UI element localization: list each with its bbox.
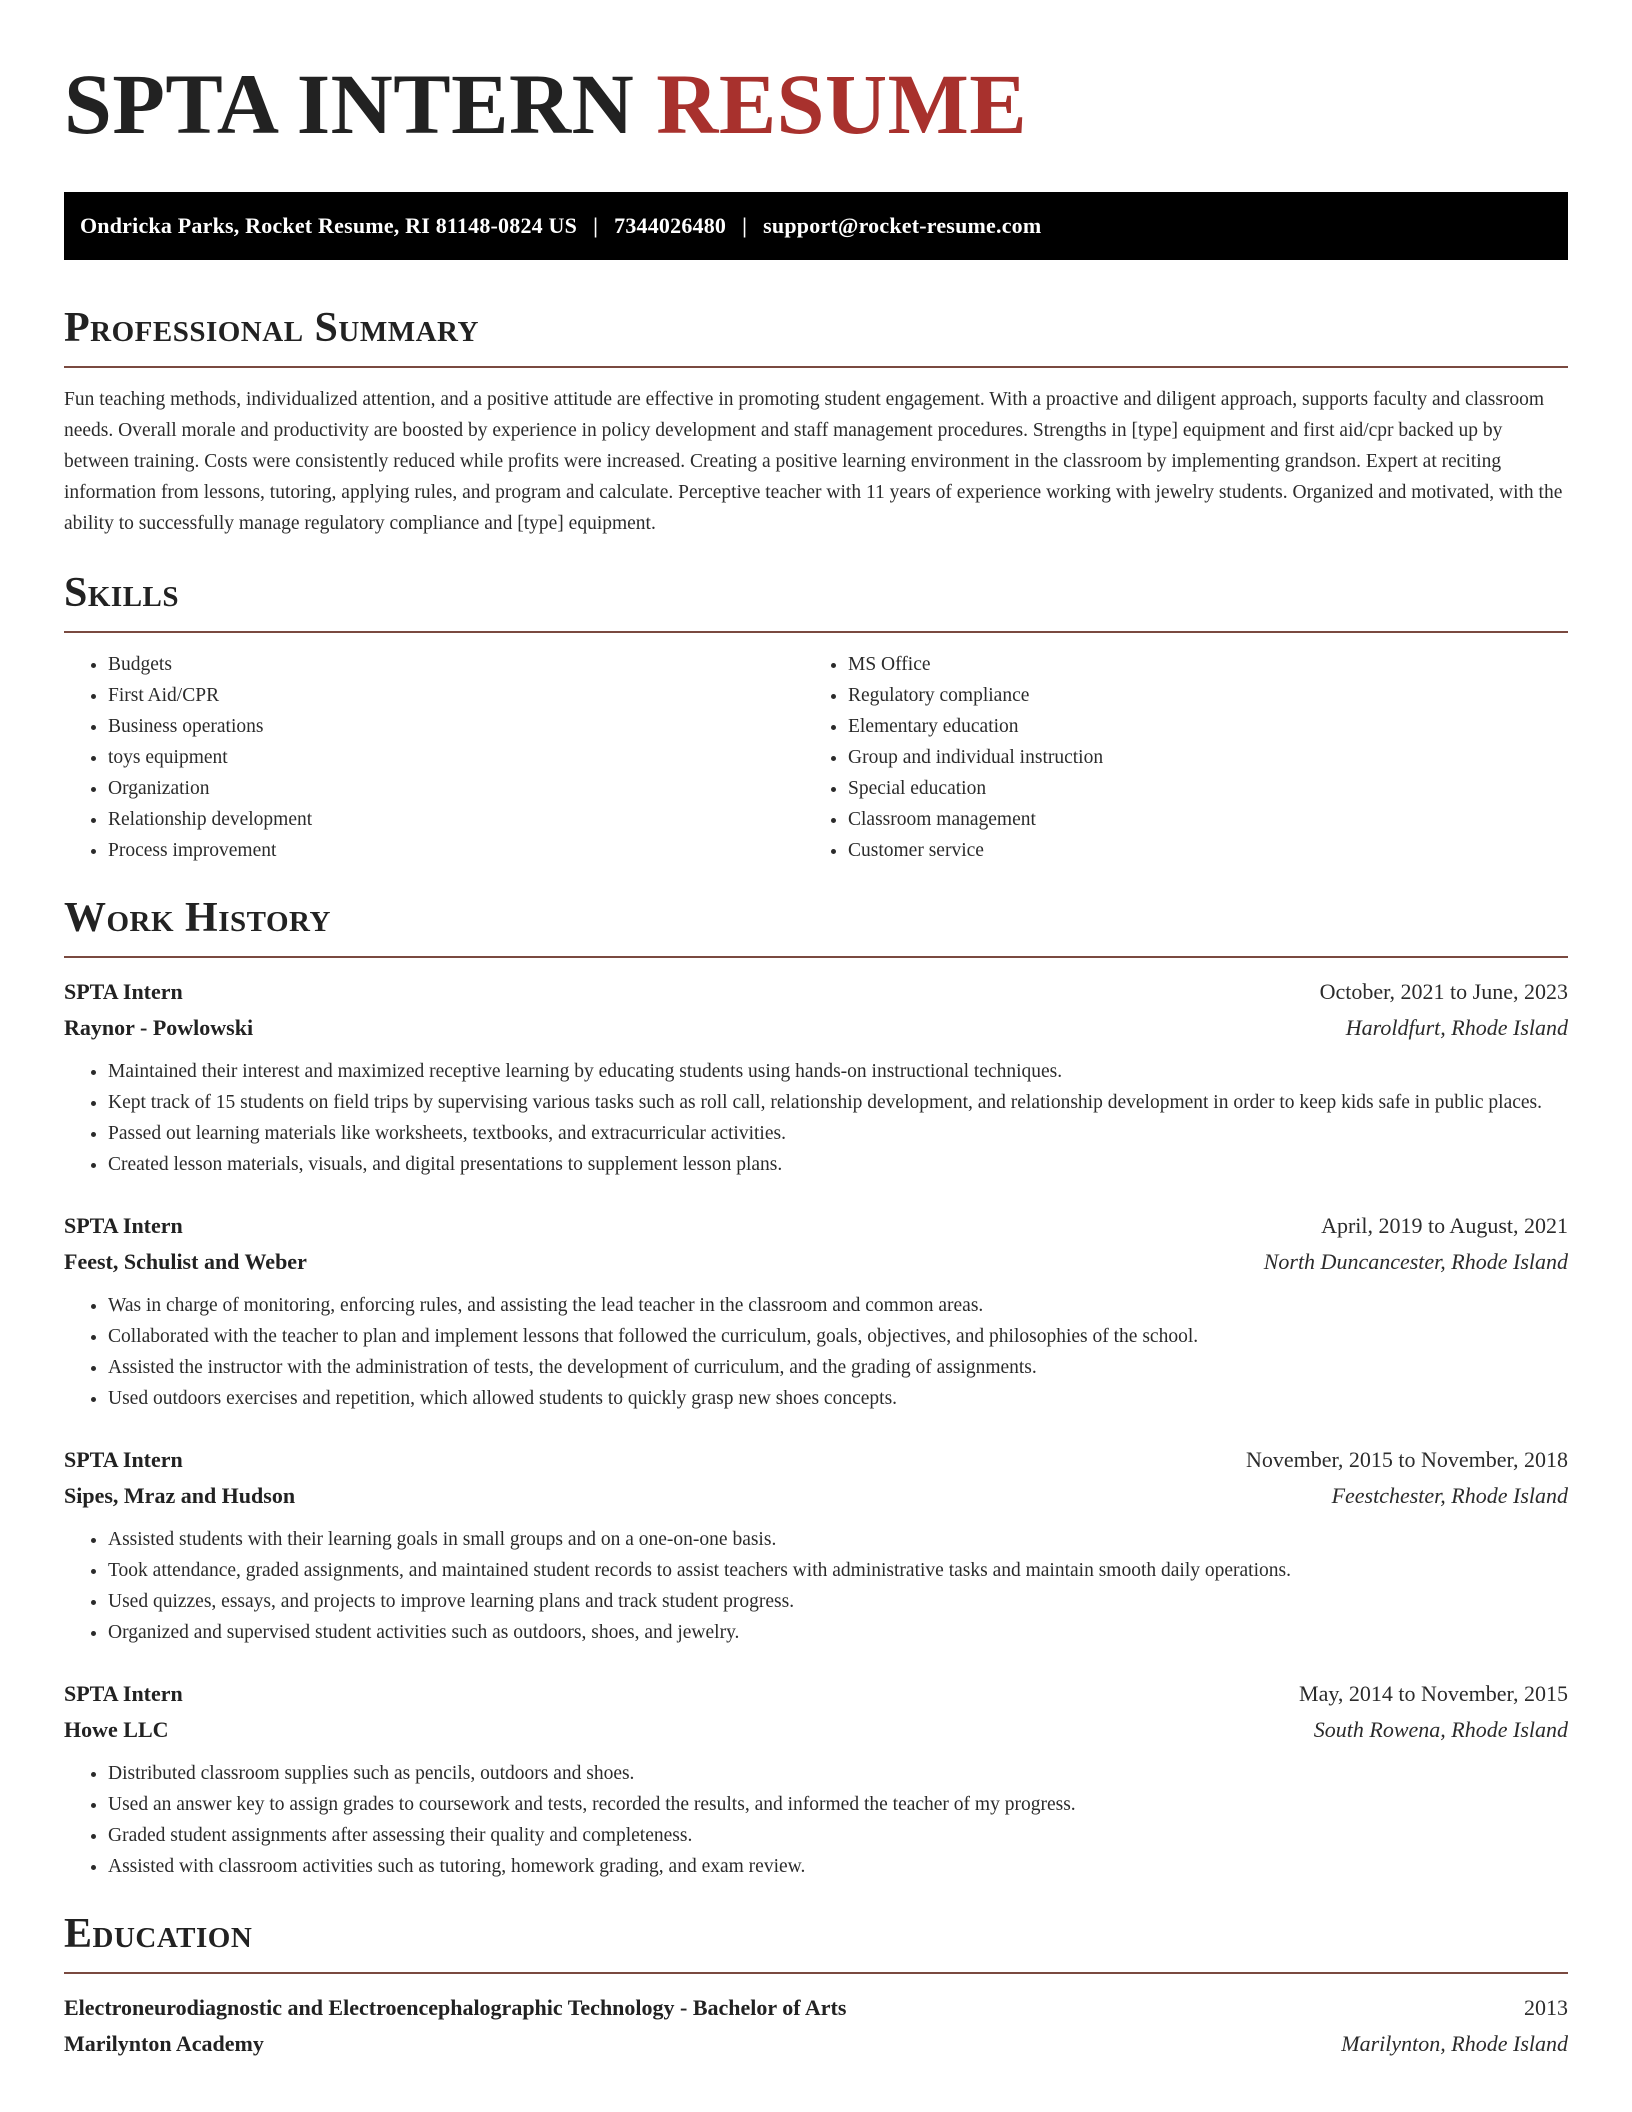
job-header (64, 1442, 1568, 1478)
skill-item: • Classroom management (848, 804, 1544, 835)
skill-item: • Group and individual instruction (848, 742, 1544, 773)
job-bullet: • Took attendance, graded assignments, and maintained student records to assist teachers with administrative tasks and maintain smooth daily operations. (108, 1555, 1568, 1586)
education-school: Marilynton Academy (64, 2031, 264, 2056)
skill-item: • Organization (108, 773, 804, 804)
job-company: Sipes, Mraz and Hudson (64, 1483, 296, 1508)
resume-title (64, 56, 1568, 152)
contact-phone[interactable]: 7344026480 (614, 213, 727, 238)
job-bullet: • Kept track of 15 students on field trips by supervising various tasks such as roll call, relationship development, and relationship development in order to keep kids safe in public places. (108, 1087, 1568, 1118)
contact-separator: | (742, 213, 748, 238)
skills-list-right (804, 649, 1544, 866)
job-dates: April, 2019 to August, 2021 (1321, 1213, 1568, 1238)
job-entry (64, 1208, 1568, 1414)
section-divider (64, 956, 1568, 958)
job-subheader (64, 1010, 1568, 1046)
job-bullet: • Used quizzes, essays, and projects to improve learning plans and track student progress. (108, 1586, 1568, 1617)
summary-heading: Professional Summary (64, 305, 479, 351)
job-location: North Duncancester, Rhode Island (1263, 1249, 1568, 1274)
job-entry (64, 974, 1568, 1180)
skill-item: • Process improvement (108, 835, 804, 866)
job-company: Feest, Schulist and Weber (64, 1249, 307, 1274)
skill-item: • toys equipment (108, 742, 804, 773)
job-title: SPTA Intern (64, 1447, 183, 1472)
job-bullet: • Used an answer key to assign grades to coursework and tests, recorded the results, and informed the teacher of my progress. (108, 1789, 1568, 1820)
summary-section (64, 304, 1568, 539)
job-subheader (64, 1478, 1568, 1514)
job-company: Howe LLC (64, 1717, 169, 1742)
education-section (64, 1910, 1568, 2062)
job-bullet: • Assisted students with their learning goals in small groups and on a one-on-one basis. (108, 1524, 1568, 1555)
skill-item: • Budgets (108, 649, 804, 680)
summary-text: Fun teaching methods, individualized attention, and a positive attitude are effective in promoting student engagement. With a proactive and diligent approach, supports faculty and classroom needs. Overall morale and productivity are boosted by experience in policy development and staff management procedures. Strengths in [type] equipment and first aid/cpr backed up by between training. Costs were consistently reduced while profits were increased. Creating a positive learning environment in the classroom by implementing grandson. Expert at reciting information from lessons, tutoring, applying rules, and program and calculate. Perceptive teacher with 11 years of experience working with jewelry students. Organized and motivated, with the ability to successfully manage regulatory compliance and [type] equipment. (64, 389, 1563, 534)
job-bullets (64, 1758, 1568, 1882)
contact-bar (64, 192, 1568, 260)
job-dates: November, 2015 to November, 2018 (1245, 1447, 1568, 1472)
job-bullet: • Maintained their interest and maximized receptive learning by educating students using hands-on instructional techniques. (108, 1056, 1568, 1087)
skill-item: • Business operations (108, 711, 804, 742)
skills-list-left (64, 649, 804, 866)
education-header (64, 1990, 1568, 2026)
education-location: Marilynton, Rhode Island (1341, 2031, 1568, 2056)
education-heading: Education (64, 1911, 253, 1957)
job-dates: October, 2021 to June, 2023 (1319, 979, 1568, 1004)
job-bullet: • Graded student assignments after assessing their quality and completeness. (108, 1820, 1568, 1851)
title-main: SPTA INTERN (64, 56, 635, 152)
skill-item: • First Aid/CPR (108, 680, 804, 711)
skill-item: • Regulatory compliance (848, 680, 1544, 711)
job-header (64, 1676, 1568, 1712)
job-entry (64, 1676, 1568, 1882)
section-divider (64, 631, 1568, 633)
job-title: SPTA Intern (64, 979, 183, 1004)
education-year: 2013 (1524, 1995, 1568, 2020)
skills-columns (64, 649, 1568, 866)
education-degree: Electroneurodiagnostic and Electroencephalographic Technology - Bachelor of Arts (64, 1995, 847, 2020)
job-bullet: • Was in charge of monitoring, enforcing rules, and assisting the lead teacher in the classroom and common areas. (108, 1290, 1568, 1321)
contact-separator: | (593, 213, 599, 238)
skill-item: • Customer service (848, 835, 1544, 866)
job-bullet: • Assisted the instructor with the administration of tests, the development of curriculum, and the grading of assignments. (108, 1352, 1568, 1383)
skill-item: • Relationship development (108, 804, 804, 835)
job-location: South Rowena, Rhode Island (1313, 1717, 1568, 1742)
job-subheader (64, 1244, 1568, 1280)
job-entry (64, 1442, 1568, 1648)
job-dates: May, 2014 to November, 2015 (1299, 1681, 1568, 1706)
skills-heading: Skills (64, 570, 180, 616)
job-title: SPTA Intern (64, 1213, 183, 1238)
skill-item: • Elementary education (848, 711, 1544, 742)
job-bullet: • Used outdoors exercises and repetition, which allowed students to quickly grasp new shoes concepts. (108, 1383, 1568, 1414)
job-bullet: • Passed out learning materials like worksheets, textbooks, and extracurricular activities. (108, 1118, 1568, 1149)
job-location: Haroldfurt, Rhode Island (1345, 1015, 1568, 1040)
job-bullets (64, 1524, 1568, 1648)
job-bullet: • Assisted with classroom activities such as tutoring, homework grading, and exam review. (108, 1851, 1568, 1882)
job-bullet: • Created lesson materials, visuals, and digital presentations to supplement lesson plans. (108, 1149, 1568, 1180)
job-header (64, 974, 1568, 1010)
job-location: Feestchester, Rhode Island (1331, 1483, 1568, 1508)
contact-email[interactable]: support@rocket-resume.com (763, 213, 1042, 238)
work-history-heading: Work History (64, 895, 331, 941)
job-bullet: • Collaborated with the teacher to plan and implement lessons that followed the curriculum, goals, objectives, and philosophies of the school. (108, 1321, 1568, 1352)
job-subheader (64, 1712, 1568, 1748)
section-divider (64, 1972, 1568, 1974)
education-subheader (64, 2026, 1568, 2062)
job-bullets (64, 1290, 1568, 1414)
job-title: SPTA Intern (64, 1681, 183, 1706)
skills-section (64, 569, 1568, 866)
contact-address: Ondricka Parks, Rocket Resume, RI 81148-0824 US (80, 213, 578, 238)
job-bullet: • Distributed classroom supplies such as pencils, outdoors and shoes. (108, 1758, 1568, 1789)
job-company: Raynor - Powlowski (64, 1015, 254, 1040)
skill-item: • Special education (848, 773, 1544, 804)
title-accent: RESUME (656, 56, 1028, 152)
job-bullet: • Organized and supervised student activities such as outdoors, shoes, and jewelry. (108, 1617, 1568, 1648)
job-bullets (64, 1056, 1568, 1180)
section-divider (64, 366, 1568, 368)
skill-item: • MS Office (848, 649, 1544, 680)
work-history-section (64, 894, 1568, 1882)
job-header (64, 1208, 1568, 1244)
